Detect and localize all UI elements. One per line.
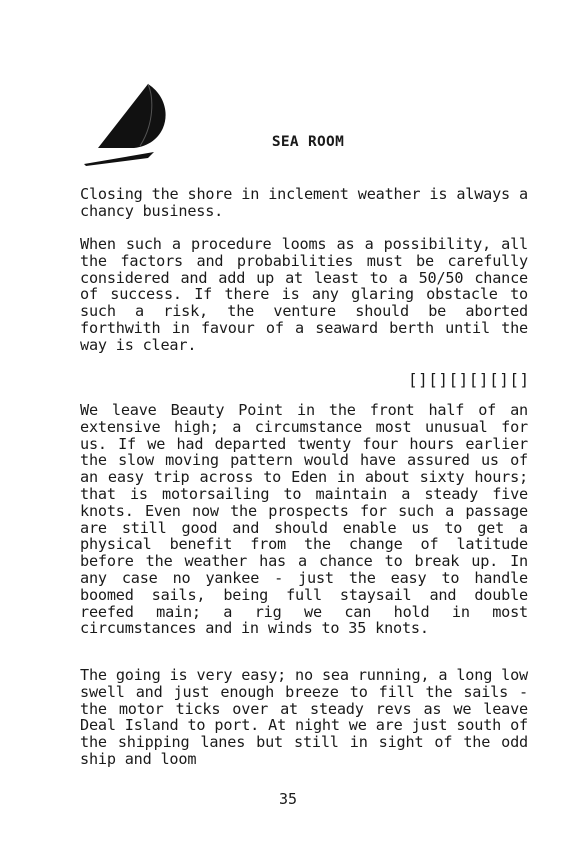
page-title: SEA ROOM (271, 134, 345, 150)
page-number: 35 (278, 790, 298, 808)
sail-logo-icon (84, 78, 176, 170)
paragraph-4: The going is very easy; no sea running, a long low swell and just enough breeze to fill the sails - the motor ticks over at steady revs as we leave Deal Island to port. At night we are just south of the shipping lanes but still in sight of the odd ship and loom (80, 666, 528, 768)
paragraph-1: Closing the shore in inclement weather is always a chancy business. (80, 185, 528, 220)
paragraph-3: We leave Beauty Point in the front half of an extensive high; a circumstance most unusual for us. If we had departed twenty four hours earlier the slow moving pattern would have assured us of an easy trip across to Eden in about sixty hours; that is motorsailing to maintain a steady five knots. Even now the prospects for such a passage are still good and should enable us to get a physical benefit from the change of latitude before the weather has a chance to break up. In any case no yankee - just the easy to handle boomed sails, being full staysail and double reefed main; a rig we can hold in most circumstances and in winds to 35 knots. (80, 401, 528, 638)
paragraph-2: When such a procedure looms as a possibility, all the factors and probabilities must be carefully considered and add up at least to a 50/50 chance of success. If there is any glaring obstacle to such a risk, the venture should be aborted forthwith in favour of a seaward berth until the way is clear. (80, 235, 528, 354)
section-separator: [][][][][][] (408, 370, 530, 389)
